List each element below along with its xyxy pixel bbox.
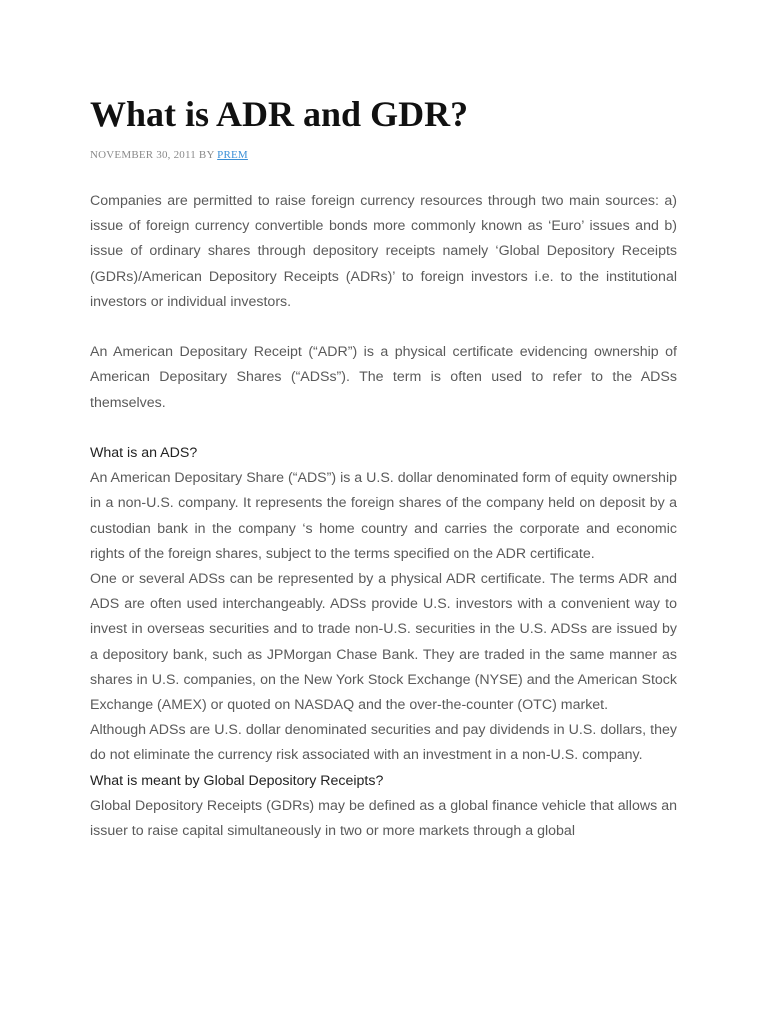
author-link[interactable]: PREM bbox=[217, 149, 248, 161]
by-label: BY bbox=[198, 149, 215, 161]
page-title: What is ADR and GDR? bbox=[90, 94, 469, 134]
paragraph-intro: Companies are permitted to raise foreign currency resources through two main sources: a) issue of foreign currency convertible bonds more commonly known as ‘Euro’ issues and b) issue of ordinary shares through depository receipts namely ‘Global Depository Receipts (GDRs)/American Depository Receipts (ADRs)’ to foreign investors i.e. to the institutional investors or individual investors. bbox=[90, 193, 677, 310]
paragraph-currency-risk: Although ADSs are U.S. dollar denominated securities and pay dividends in U.S. dollars, they do not eliminate the currency risk associated with an investment in a non-U.S. company. bbox=[90, 722, 677, 764]
subheading-what-is-gdr: What is meant by Global Depository Receipts? bbox=[90, 772, 384, 789]
post-meta bbox=[90, 148, 248, 162]
subheading-what-is-ads: What is an ADS? bbox=[90, 445, 198, 461]
paragraph-adr-definition: An American Depositary Receipt (“ADR”) is a physical certificate evidencing ownership of American Depositary Shares (“ADSs”). The term is often used to refer to the ADSs themselves. bbox=[90, 344, 677, 411]
article-body bbox=[90, 189, 677, 844]
paragraph-ads-definition: An American Depositary Share (“ADS”) is a U.S. dollar denominated form of equity ownership in a non-U.S. company. It represents the foreign shares of the company held on deposit by a custodian bank in the company ‘s home country and carries the corporate and economic rights of the foreign shares, subject to the terms specified on the ADR certificate. bbox=[90, 470, 677, 562]
paragraph-ads-trading: One or several ADSs can be represented by a physical ADR certificate. The terms ADR and ADS are often used interchangeably. ADSs provide U.S. investors with a convenient way to invest in overseas securities and to trade non-U.S. securities in the U.S. ADSs are issued by a depository bank, such as JPMorgan Chase Bank. They are traded in the same manner as shares in U.S. companies, on the New York Stock Exchange (NYSE) and the American Stock Exchange (AMEX) or quoted on NASDAQ and the over-the-counter (OTC) market. bbox=[90, 571, 677, 714]
post-date: NOVEMBER 30, 2011 bbox=[90, 149, 196, 161]
paragraph-gdr-definition: Global Depository Receipts (GDRs) may be defined as a global finance vehicle that allows an issuer to raise capital simultaneously in two or more markets through a global bbox=[90, 797, 677, 840]
